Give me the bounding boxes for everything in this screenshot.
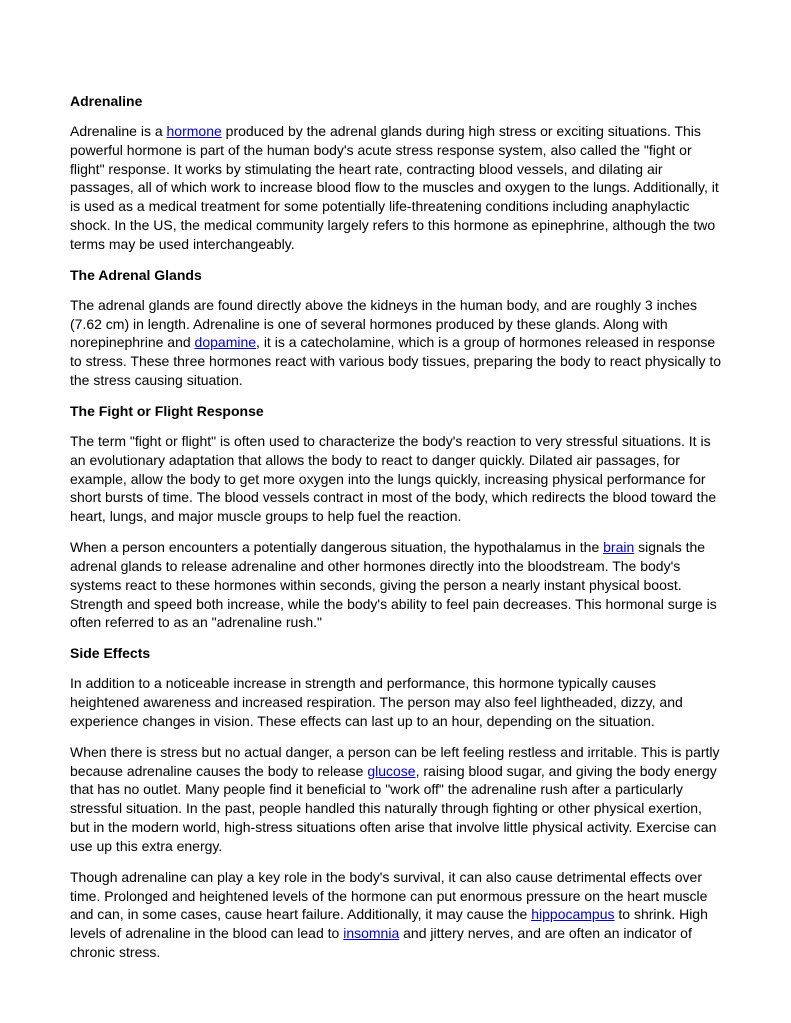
paragraph-text: The term "fight or flight" is often used to characterize the body's reaction to very stressful situations. It is an evolutionary adaptation that allows the body to react to danger quickly. Dilated air passages, for example, allow the body to get more oxygen into the lungs quickly, increasing physical performance for short bursts of time. The blood vessels contract in most of the body, which redirects the blood toward the heart, lungs, and major muscle groups to help fuel the reaction. — [70, 432, 717, 525]
paragraph-text: , it is a catecholamine, which is a group of hormones released in response to stress. These three hormones react with various body tissues, preparing the body to react physically to the stress causing situation. — [70, 334, 722, 388]
paragraph-text: Adrenaline is a — [70, 123, 167, 139]
paragraph — [70, 296, 723, 390]
paragraph — [70, 868, 723, 962]
paragraph — [70, 674, 723, 730]
paragraph-text: When there is stress but no actual danger, a person can be left feeling restless and irritable. This is partly because adrenaline causes the body to release — [70, 743, 720, 779]
paragraph — [70, 743, 723, 856]
paragraph-text: produced by the adrenal glands during high stress or exciting situations. This powerful hormone is part of the human body's acute stress response system, also called the "fight or flight" response. It works by stimulating the heart rate, contracting blood vessels, and dilating air passages, all of which work to increase blood flow to the muscles and oxygen to the lungs. Additionally, it is used as a medical treatment for some potentially life-threatening conditions including anaphylactic shock. In the US, the medical community largely refers to this hormone as epinephrine, although the two terms may be used interchangeably. — [70, 123, 719, 252]
link-hormone[interactable]: hormone — [166, 123, 222, 139]
section-heading: Side Effects — [70, 645, 151, 662]
section-heading: The Adrenal Glands — [70, 266, 202, 283]
paragraph-text: In addition to a noticeable increase in strength and performance, this hormone typically causes heightened awareness and increased respiration. The person may also feel lightheaded, dizzy, and experience changes in vision. These effects can last up to an hour, depending on the situation. — [70, 675, 683, 729]
section-heading: The Fight or Flight Response — [70, 402, 264, 419]
paragraph — [70, 538, 723, 632]
paragraph — [70, 122, 723, 254]
link-dopamine[interactable]: dopamine — [194, 334, 257, 351]
paragraph-text: and jittery nerves, and are often an indicator of chronic stress. — [70, 925, 692, 961]
paragraph-text: to shrink. High levels of adrenaline in the blood can lead to — [70, 906, 708, 942]
paragraph-text: , raising blood sugar, and giving the body energy that has no outlet. Many people find it beneficial to "work off" the adrenaline rush after a particularly stressful situation. In the past, people handled this naturally through fighting or other physical exertion, but in the modern world, high-stress situations often arise that involve little physical activity. Exercise can use up this extra energy. — [70, 762, 717, 854]
paragraph-text: signals the adrenal glands to release adrenaline and other hormones directly into the bloodstream. The body's systems react to these hormones within seconds, giving the person a nearly instant physical boost. Strength and speed both increase, while the body's ability to feel pain decreases. This hormonal surge is often referred to as an "adrenaline rush." — [70, 539, 717, 631]
link-glucose[interactable]: glucose — [367, 762, 416, 779]
paragraph-text: When a person encounters a potentially dangerous situation, the hypothalamus in the — [70, 539, 604, 556]
section-heading: Adrenaline — [70, 93, 143, 109]
link-insomnia[interactable]: insomnia — [343, 925, 400, 942]
paragraph — [70, 432, 723, 526]
link-hippocampus[interactable]: hippocampus — [531, 906, 615, 923]
paragraph-text: Though adrenaline can play a key role in the body's survival, it can also cause detrimental effects over time. Prolonged and heightened levels of the hormone can put enormous pressure on the heart muscle and can, in some cases, cause heart failure. Additionally, it may cause the — [70, 868, 708, 923]
link-brain[interactable]: brain — [603, 539, 635, 556]
paragraph-text: The adrenal glands are found directly above the kidneys in the human body, and are roughly 3 inches (7.62 cm) in length. Adrenaline is one of several hormones produced by these glands. Along with norepinephrine and — [70, 296, 698, 351]
